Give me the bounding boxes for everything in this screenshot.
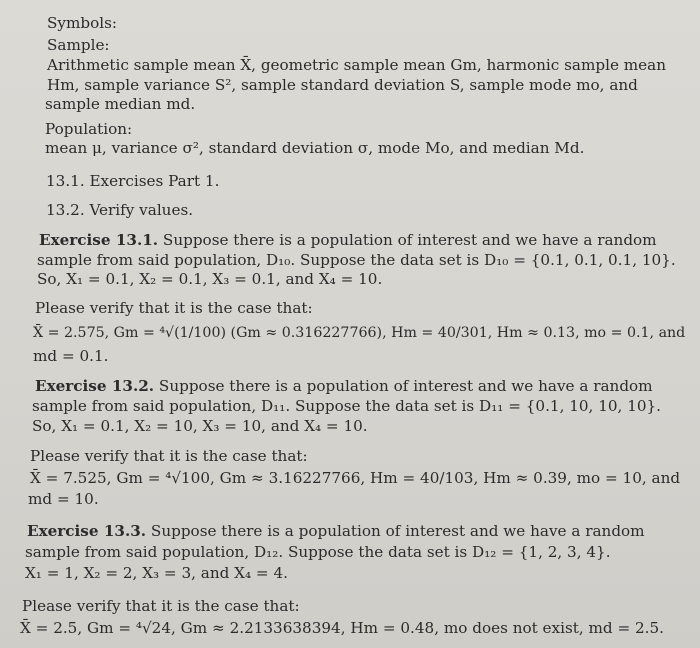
exercise-1-line-1-text: Suppose there is a population of interest and we have a random bbox=[158, 231, 657, 249]
section-verify-text: 13.2. Verify values. bbox=[46, 201, 194, 219]
section-part-1 bbox=[46, 172, 219, 190]
population-heading: Population: bbox=[45, 120, 133, 138]
sample-line-2: Hm, sample variance S², sample standard deviation S, sample mode mo, and bbox=[47, 76, 638, 94]
sample-line-3: sample median md. bbox=[45, 95, 196, 113]
exercise-3-line-3: X₁ = 1, X₂ = 2, X₃ = 3, and X₄ = 4. bbox=[25, 564, 288, 582]
exercise-1-result-1: X̄ = 2.575, Gm = ⁴√(1/100) (Gm ≈ 0.316227766), Hm = 40/301, Hm ≈ 0.13, mo = 0.1, and bbox=[33, 325, 686, 341]
exercise-3-verify-label: Please verify that it is the case that: bbox=[22, 597, 300, 615]
exercise-1-line-1 bbox=[39, 231, 657, 249]
exercise-1-line-2: sample from said population, D₁₀. Suppose the data set is D₁₀ = {0.1, 0.1, 0.1, 10}. bbox=[37, 251, 676, 269]
exercise-2-line-2: sample from said population, D₁₁. Suppose the data set is D₁₁ = {0.1, 10, 10, 10}. bbox=[32, 397, 662, 415]
exercise-2-line-1-text: Suppose there is a population of interest and we have a random bbox=[154, 377, 653, 395]
exercise-2-result-1: X̄ = 7.525, Gm = ⁴√100, Gm ≈ 3.16227766, Hm = 40/103, Hm ≈ 0.39, mo = 10, and bbox=[30, 469, 681, 487]
exercise-3-result-1: X̄ = 2.5, Gm = ⁴√24, Gm ≈ 2.2133638394, Hm = 0.48, mo does not exist, md = 2.5. bbox=[20, 619, 665, 637]
symbols-heading: Symbols: bbox=[47, 14, 118, 32]
exercise-1-result-2: md = 0.1. bbox=[33, 347, 109, 365]
sample-line-1: Arithmetic sample mean X̄, geometric sample mean Gm, harmonic sample mean bbox=[47, 56, 666, 74]
section-verify bbox=[46, 201, 193, 219]
exercise-3-title: Exercise 13.3. bbox=[27, 522, 147, 540]
exercise-3-line-2: sample from said population, D₁₂. Suppose the data set is D₁₂ = {1, 2, 3, 4}. bbox=[25, 543, 611, 561]
section-part-1-text: 13.1. Exercises Part 1. bbox=[46, 172, 220, 190]
exercise-2-verify-label: Please verify that it is the case that: bbox=[30, 447, 308, 465]
exercise-2-line-3: So, X₁ = 0.1, X₂ = 10, X₃ = 10, and X₄ = 10. bbox=[32, 417, 368, 435]
exercise-1-verify-label: Please verify that it is the case that: bbox=[35, 299, 313, 317]
exercise-1-title: Exercise 13.1. bbox=[39, 231, 159, 249]
exercise-2-line-1 bbox=[35, 377, 653, 395]
sample-heading: Sample: bbox=[47, 36, 110, 54]
exercise-2-title: Exercise 13.2. bbox=[35, 377, 155, 395]
exercise-3-line-1 bbox=[27, 522, 645, 540]
exercise-1-line-3: So, X₁ = 0.1, X₂ = 0.1, X₃ = 0.1, and X₄ = 10. bbox=[37, 270, 383, 288]
population-line: mean μ, variance σ², standard deviation σ, mode Mo, and median Md. bbox=[45, 139, 585, 157]
exercise-3-line-1-text: Suppose there is a population of interest and we have a random bbox=[146, 522, 645, 540]
exercise-2-result-2: md = 10. bbox=[28, 490, 99, 508]
